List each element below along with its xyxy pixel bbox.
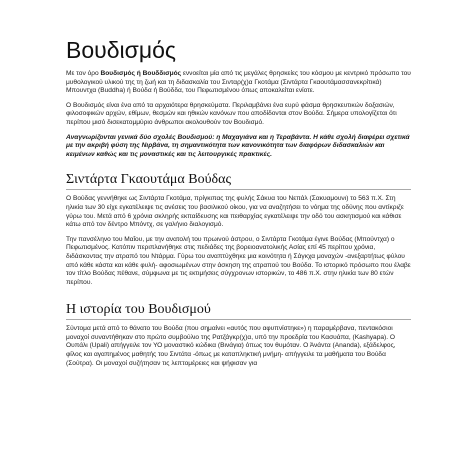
gautama-paragraph-1: Ο Βούδας γεννήθηκε ως Σιντάρτα Γκοτάμα, πρίγκιπας της φυλής Σάκυα του Νεπάλ (Σακυαμουνι) το 563 π.Χ. Στη ηλικία των 30 είχε εγκατέλειψε τις ανέσεις του βασιλικού οίκου, για να αναζητήσει το νόημα της οδύνης που αντίκριζε γύρω του. Μετά από 6 χρόνια σκληρής εκπαίδευσης και πειθαρχίας εγκατέλειψε την οδό του ασκητισμού και κάθισε κάτω από τον δέντρο Μπόντχ, σε γαλήνιο διαλογισμό. — [66, 195, 404, 229]
article — [66, 36, 411, 368]
section-heading-gautama — [66, 171, 411, 190]
intro-paragraph-2: Ο Βουδισμός είναι ένα από τα αρχαιότερα θρησκεύματα. Περιλαμβάνει ένα ευρύ φάσμα θρησκευτικών δοξασιών, φιλοσοφικών αρχών, εθίμων, θεσμών και ηθικών κανόνων που αποδίδονται στον Βούδα. Σήμερα υπολογίζεται ότι περίπου μισό δισεκατομμύριο άνθρωποι ακολουθούν τον Βουδισμό. — [66, 101, 397, 126]
page-title: Βουδισμός — [66, 37, 176, 63]
intro-text-rest: εννοείται μία από τις μεγάλες θρησκείες του κόσμου με κεντρικό πρόσωπο του μυθολογικού υλικού της τη ζωή και τη διδασκαλία του Σινταρ(χ)α Γκοτάμα (Σιντάρτα Γκαουτάμασσανεκρίτικά) Μπουντχα (Buddha) ή Βούδα ή Βούδδα, του Πεφωτισμένου όπως αποκαλείται ενίοτε. — [66, 70, 411, 95]
history-paragraph-1: Σύντομα μετά από το θάνατο του Βούδα (που σημαίνει «αυτός που αφυπνίστηκε») η παραμέρβανα, πεντακόσιοι μοναχοί συναντήθηκαν στο πρώτο συμβούλιο της Ρατζάγκρ(χ)α, υπό την προεδρία του Κασυάπα, (Kashyapa). Ο Ουπάλι (Upali) απήγγειλε τον ΥΟ μοναστικό κώδικα (Βινάγια) όπως τον θυμόταν. Ο Άνάντα (Ananda), εξάδελφος, φίλος και αγαπημένος μαθητής του Σιντάτα -όπως με καταπληκτική μνήμη- απήγγειλε τα μαθήματα του Βούδα (Σούτρα). Οι μοναχοί συζήτησαν τις λεπτομέρειες και ψήφισαν για — [66, 325, 396, 367]
intro-term-bold: Βουδισμός ή Βουδδισμός — [100, 70, 182, 77]
intro-paragraph-3: Αναγνωρίζονται γενικά δύο σχολές Βουδισμού: η Μαχαγιάνα και η Τεραβάντα. Η κάθε σχολή διαφέρει σχετικά με την ακριβή φύση της Νιρβάνα, τη σημαντικότητα των κανονικότητα των διαφόρων διδασκαλιών και κειμένων καθώς και τις μοναστικές και τις λειτουργικές πρακτικές. — [66, 133, 410, 158]
gautama-paragraph-2: Την πανσέληνο του Μαΐου, με την ανατολή του πρωινού άστρου, ο Σιντάρτα Γκοτάμα έγινε Βούδας (Μπούντχα) ο Πεφωτισμένος. Κατόπιν περιπλανήθηκε στις πεδιάδες της βορειοανατολικής Ασίας επί 45 περίπου χρόνια, διδάσκοντας την ατραπό του Ντάρμα. Γύρω του αναπτύχθηκε μια κοινότητα ή Σάγκχα μοναχών -ανεξαρτήτως φύλου από κάθε κάστα και κάθε φυλή- αφοσιωμένων στην άσκηση της ατραπού του Βούδα. Το ιστορικό πρόσωπο που έλαβε τον τίτλο Βούδας πέθανε, σύμφωνα με τις εκτιμήσεις σύγχρονων ιστορικών, το 486 π.Χ. στην ηλικία των 80 ετών περίπου. — [66, 235, 411, 286]
section-title-gautama: Σιντάρτα Γκαουτάμα Βούδας — [66, 172, 231, 188]
section-title-history: Η ιστορία του Βουδισμού — [66, 302, 211, 318]
intro-text-lead: Με τον όρο — [66, 70, 101, 77]
intro-paragraph-1 — [66, 70, 411, 96]
section-heading-history — [66, 301, 411, 320]
